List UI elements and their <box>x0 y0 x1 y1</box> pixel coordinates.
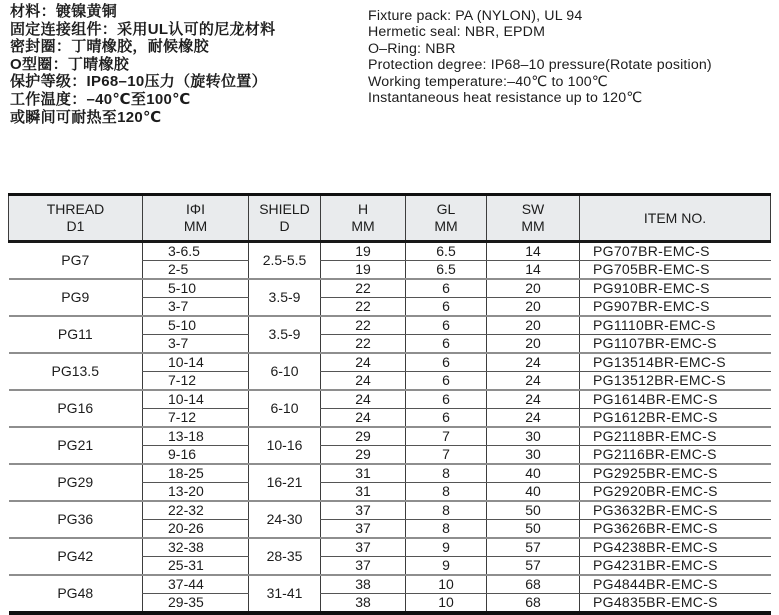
sw-cell: 24 <box>487 372 580 391</box>
spec-table-head <box>9 195 771 242</box>
table-row <box>9 279 771 298</box>
phi-cell: 9-16 <box>143 446 249 465</box>
thread-cell: PG29 <box>9 464 143 501</box>
sw-cell: 24 <box>487 353 580 372</box>
gl-cell: 6.5 <box>406 261 487 280</box>
h-cell: 37 <box>321 538 406 557</box>
gl-cell: 6 <box>406 279 487 298</box>
gl-cell: 6 <box>406 353 487 372</box>
item-no-cell: PG4844BR-EMC-S <box>580 575 771 594</box>
item-no-cell: PG4231BR-EMC-S <box>580 557 771 576</box>
spec-line-cn: 或瞬间可耐热至120℃ <box>10 108 162 126</box>
gl-cell: 6 <box>406 390 487 409</box>
thread-cell: PG36 <box>9 501 143 538</box>
spec-line-en: Working temperature:–40℃ to 100℃ <box>368 73 608 90</box>
shield-cell: 16-21 <box>249 464 321 501</box>
spec-table-body <box>9 242 771 614</box>
gl-cell: 8 <box>406 464 487 483</box>
spec-line-en: Protection degree: IP68–10 pressure(Rotate position) <box>368 57 712 74</box>
table-row <box>9 501 771 520</box>
spec-line-cn: O型圈：丁晴橡胶 <box>10 55 130 73</box>
gl-cell: 7 <box>406 446 487 465</box>
col-header-item <box>580 195 771 242</box>
gl-cell: 9 <box>406 557 487 576</box>
spec-block-english <box>368 8 712 106</box>
col-header-gl <box>406 195 487 242</box>
thread-cell: PG13.5 <box>9 353 143 390</box>
sw-cell: 24 <box>487 390 580 409</box>
phi-cell: 3-6.5 <box>143 242 249 261</box>
table-row <box>9 464 771 483</box>
sw-cell: 20 <box>487 279 580 298</box>
sw-cell: 68 <box>487 575 580 594</box>
gl-cell: 8 <box>406 501 487 520</box>
col-header-h <box>321 195 406 242</box>
shield-cell: 24-30 <box>249 501 321 538</box>
sw-cell: 40 <box>487 483 580 502</box>
shield-cell: 2.5-5.5 <box>249 242 321 280</box>
gl-cell: 10 <box>406 575 487 594</box>
gl-cell: 8 <box>406 483 487 502</box>
phi-cell: 20-26 <box>143 520 249 539</box>
h-cell: 22 <box>321 298 406 317</box>
spec-line-en: Hermetic seal: NBR, EPDM <box>368 24 546 41</box>
h-cell: 24 <box>321 409 406 428</box>
sw-cell: 50 <box>487 501 580 520</box>
shield-cell: 31-41 <box>249 575 321 613</box>
phi-cell: 13-20 <box>143 483 249 502</box>
h-cell: 22 <box>321 335 406 354</box>
item-no-cell: PG910BR-EMC-S <box>580 279 771 298</box>
phi-cell: 29-35 <box>143 594 249 614</box>
spec-line-en: Fixture pack: PA (NYLON), UL 94 <box>368 8 583 24</box>
gl-cell: 6 <box>406 316 487 335</box>
phi-cell: 22-32 <box>143 501 249 520</box>
h-cell: 38 <box>321 575 406 594</box>
gl-cell: 10 <box>406 594 487 614</box>
thread-cell: PG21 <box>9 427 143 464</box>
table-row <box>9 427 771 446</box>
sw-cell: 20 <box>487 316 580 335</box>
col-header-line: ITEM NO. <box>643 209 707 226</box>
col-header-line: MM <box>351 218 375 234</box>
col-header-line: D1 <box>66 218 85 234</box>
phi-cell: 37-44 <box>143 575 249 594</box>
thread-cell: PG7 <box>9 242 143 280</box>
h-cell: 31 <box>321 464 406 483</box>
item-no-cell: PG3626BR-EMC-S <box>580 520 771 539</box>
thread-cell: PG42 <box>9 538 143 575</box>
table-row <box>9 353 771 372</box>
gl-cell: 6.5 <box>406 242 487 261</box>
phi-cell: 3-7 <box>143 335 249 354</box>
gl-cell: 6 <box>406 372 487 391</box>
col-header-line: MM <box>521 218 545 234</box>
h-cell: 24 <box>321 353 406 372</box>
shield-cell: 10-16 <box>249 427 321 464</box>
h-cell: 31 <box>321 483 406 502</box>
h-cell: 24 <box>321 390 406 409</box>
shield-cell: 6-10 <box>249 390 321 427</box>
item-no-cell: PG707BR-EMC-S <box>580 242 771 261</box>
item-no-cell: PG2118BR-EMC-S <box>580 427 771 446</box>
item-no-cell: PG1612BR-EMC-S <box>580 409 771 428</box>
col-header-line: MM <box>434 218 458 234</box>
sw-cell: 57 <box>487 538 580 557</box>
col-header-shield <box>249 195 321 242</box>
phi-cell: 13-18 <box>143 427 249 446</box>
item-no-cell: PG4835BR-EMC-S <box>580 594 771 614</box>
phi-cell: 7-12 <box>143 409 249 428</box>
table-row <box>9 390 771 409</box>
col-header-line: THREAD <box>46 201 105 217</box>
phi-cell: 3-7 <box>143 298 249 317</box>
table-row <box>9 316 771 335</box>
phi-cell: 5-10 <box>143 316 249 335</box>
item-no-cell: PG4238BR-EMC-S <box>580 538 771 557</box>
sw-cell: 68 <box>487 594 580 614</box>
h-cell: 19 <box>321 261 406 280</box>
item-no-cell: PG1110BR-EMC-S <box>580 316 771 335</box>
phi-cell: 5-10 <box>143 279 249 298</box>
item-no-cell: PG2925BR-EMC-S <box>580 464 771 483</box>
h-cell: 29 <box>321 427 406 446</box>
gl-cell: 7 <box>406 427 487 446</box>
col-header-line: IΦI <box>186 201 205 217</box>
sw-cell: 20 <box>487 298 580 317</box>
phi-cell: 2-5 <box>143 261 249 280</box>
sw-cell: 30 <box>487 427 580 446</box>
col-header-line: SHIELD <box>259 201 310 217</box>
spec-line-en: Instantaneous heat resistance up to 120℃ <box>368 90 643 107</box>
sw-cell: 40 <box>487 464 580 483</box>
gl-cell: 6 <box>406 335 487 354</box>
gl-cell: 6 <box>406 298 487 317</box>
h-cell: 22 <box>321 279 406 298</box>
gl-cell: 6 <box>406 409 487 428</box>
col-header-line: D <box>279 218 290 234</box>
phi-cell: 7-12 <box>143 372 249 391</box>
gl-cell: 8 <box>406 520 487 539</box>
phi-cell: 18-25 <box>143 464 249 483</box>
h-cell: 37 <box>321 501 406 520</box>
phi-cell: 32-38 <box>143 538 249 557</box>
h-cell: 37 <box>321 557 406 576</box>
col-header-phi <box>143 195 249 242</box>
col-header-line: MM <box>183 218 208 234</box>
spec-line-cn: 固定连接组件：采用UL认可的尼龙材料 <box>10 20 276 38</box>
phi-cell: 25-31 <box>143 557 249 576</box>
sw-cell: 24 <box>487 409 580 428</box>
item-no-cell: PG2116BR-EMC-S <box>580 446 771 465</box>
header-row <box>9 195 771 242</box>
item-no-cell: PG3632BR-EMC-S <box>580 501 771 520</box>
gl-cell: 9 <box>406 538 487 557</box>
spec-line-cn: 保护等级：IP68–10压力（旋转位置） <box>10 73 267 91</box>
h-cell: 24 <box>321 372 406 391</box>
col-header-sw <box>487 195 580 242</box>
spec-line-cn: 工作温度：–40℃至100℃ <box>10 90 191 108</box>
thread-cell: PG16 <box>9 390 143 427</box>
sw-cell: 14 <box>487 242 580 261</box>
thread-cell: PG11 <box>9 316 143 353</box>
item-no-cell: PG13514BR-EMC-S <box>580 353 771 372</box>
item-no-cell: PG13512BR-EMC-S <box>580 372 771 391</box>
spec-block-chinese <box>10 3 275 126</box>
sw-cell: 57 <box>487 557 580 576</box>
shield-cell: 3.5-9 <box>249 316 321 353</box>
phi-cell: 10-14 <box>143 390 249 409</box>
item-no-cell: PG1107BR-EMC-S <box>580 335 771 354</box>
shield-cell: 3.5-9 <box>249 279 321 316</box>
table-row <box>9 242 771 261</box>
dimension-spec-table <box>8 193 771 615</box>
h-cell: 29 <box>321 446 406 465</box>
h-cell: 37 <box>321 520 406 539</box>
sw-cell: 50 <box>487 520 580 539</box>
col-header-thread <box>9 195 143 242</box>
table-row <box>9 538 771 557</box>
item-no-cell: PG2920BR-EMC-S <box>580 483 771 502</box>
col-header-line: H <box>357 201 369 217</box>
item-no-cell: PG1614BR-EMC-S <box>580 390 771 409</box>
thread-cell: PG48 <box>9 575 143 613</box>
shield-cell: 6-10 <box>249 353 321 390</box>
thread-cell: PG9 <box>9 279 143 316</box>
sw-cell: 30 <box>487 446 580 465</box>
col-header-line: GL <box>436 201 456 217</box>
table-row <box>9 575 771 594</box>
phi-cell: 10-14 <box>143 353 249 372</box>
h-cell: 22 <box>321 316 406 335</box>
sw-cell: 14 <box>487 261 580 280</box>
spec-line-cn: 密封圈：丁晴橡胶，耐候橡胶 <box>10 38 209 56</box>
col-header-line: SW <box>521 201 545 217</box>
spec-line-en: O–Ring: NBR <box>368 40 456 57</box>
h-cell: 38 <box>321 594 406 614</box>
h-cell: 19 <box>321 242 406 261</box>
item-no-cell: PG907BR-EMC-S <box>580 298 771 317</box>
spec-line-cn: 材料：镀镍黄铜 <box>10 3 118 20</box>
item-no-cell: PG705BR-EMC-S <box>580 261 771 280</box>
shield-cell: 28-35 <box>249 538 321 575</box>
sw-cell: 20 <box>487 335 580 354</box>
